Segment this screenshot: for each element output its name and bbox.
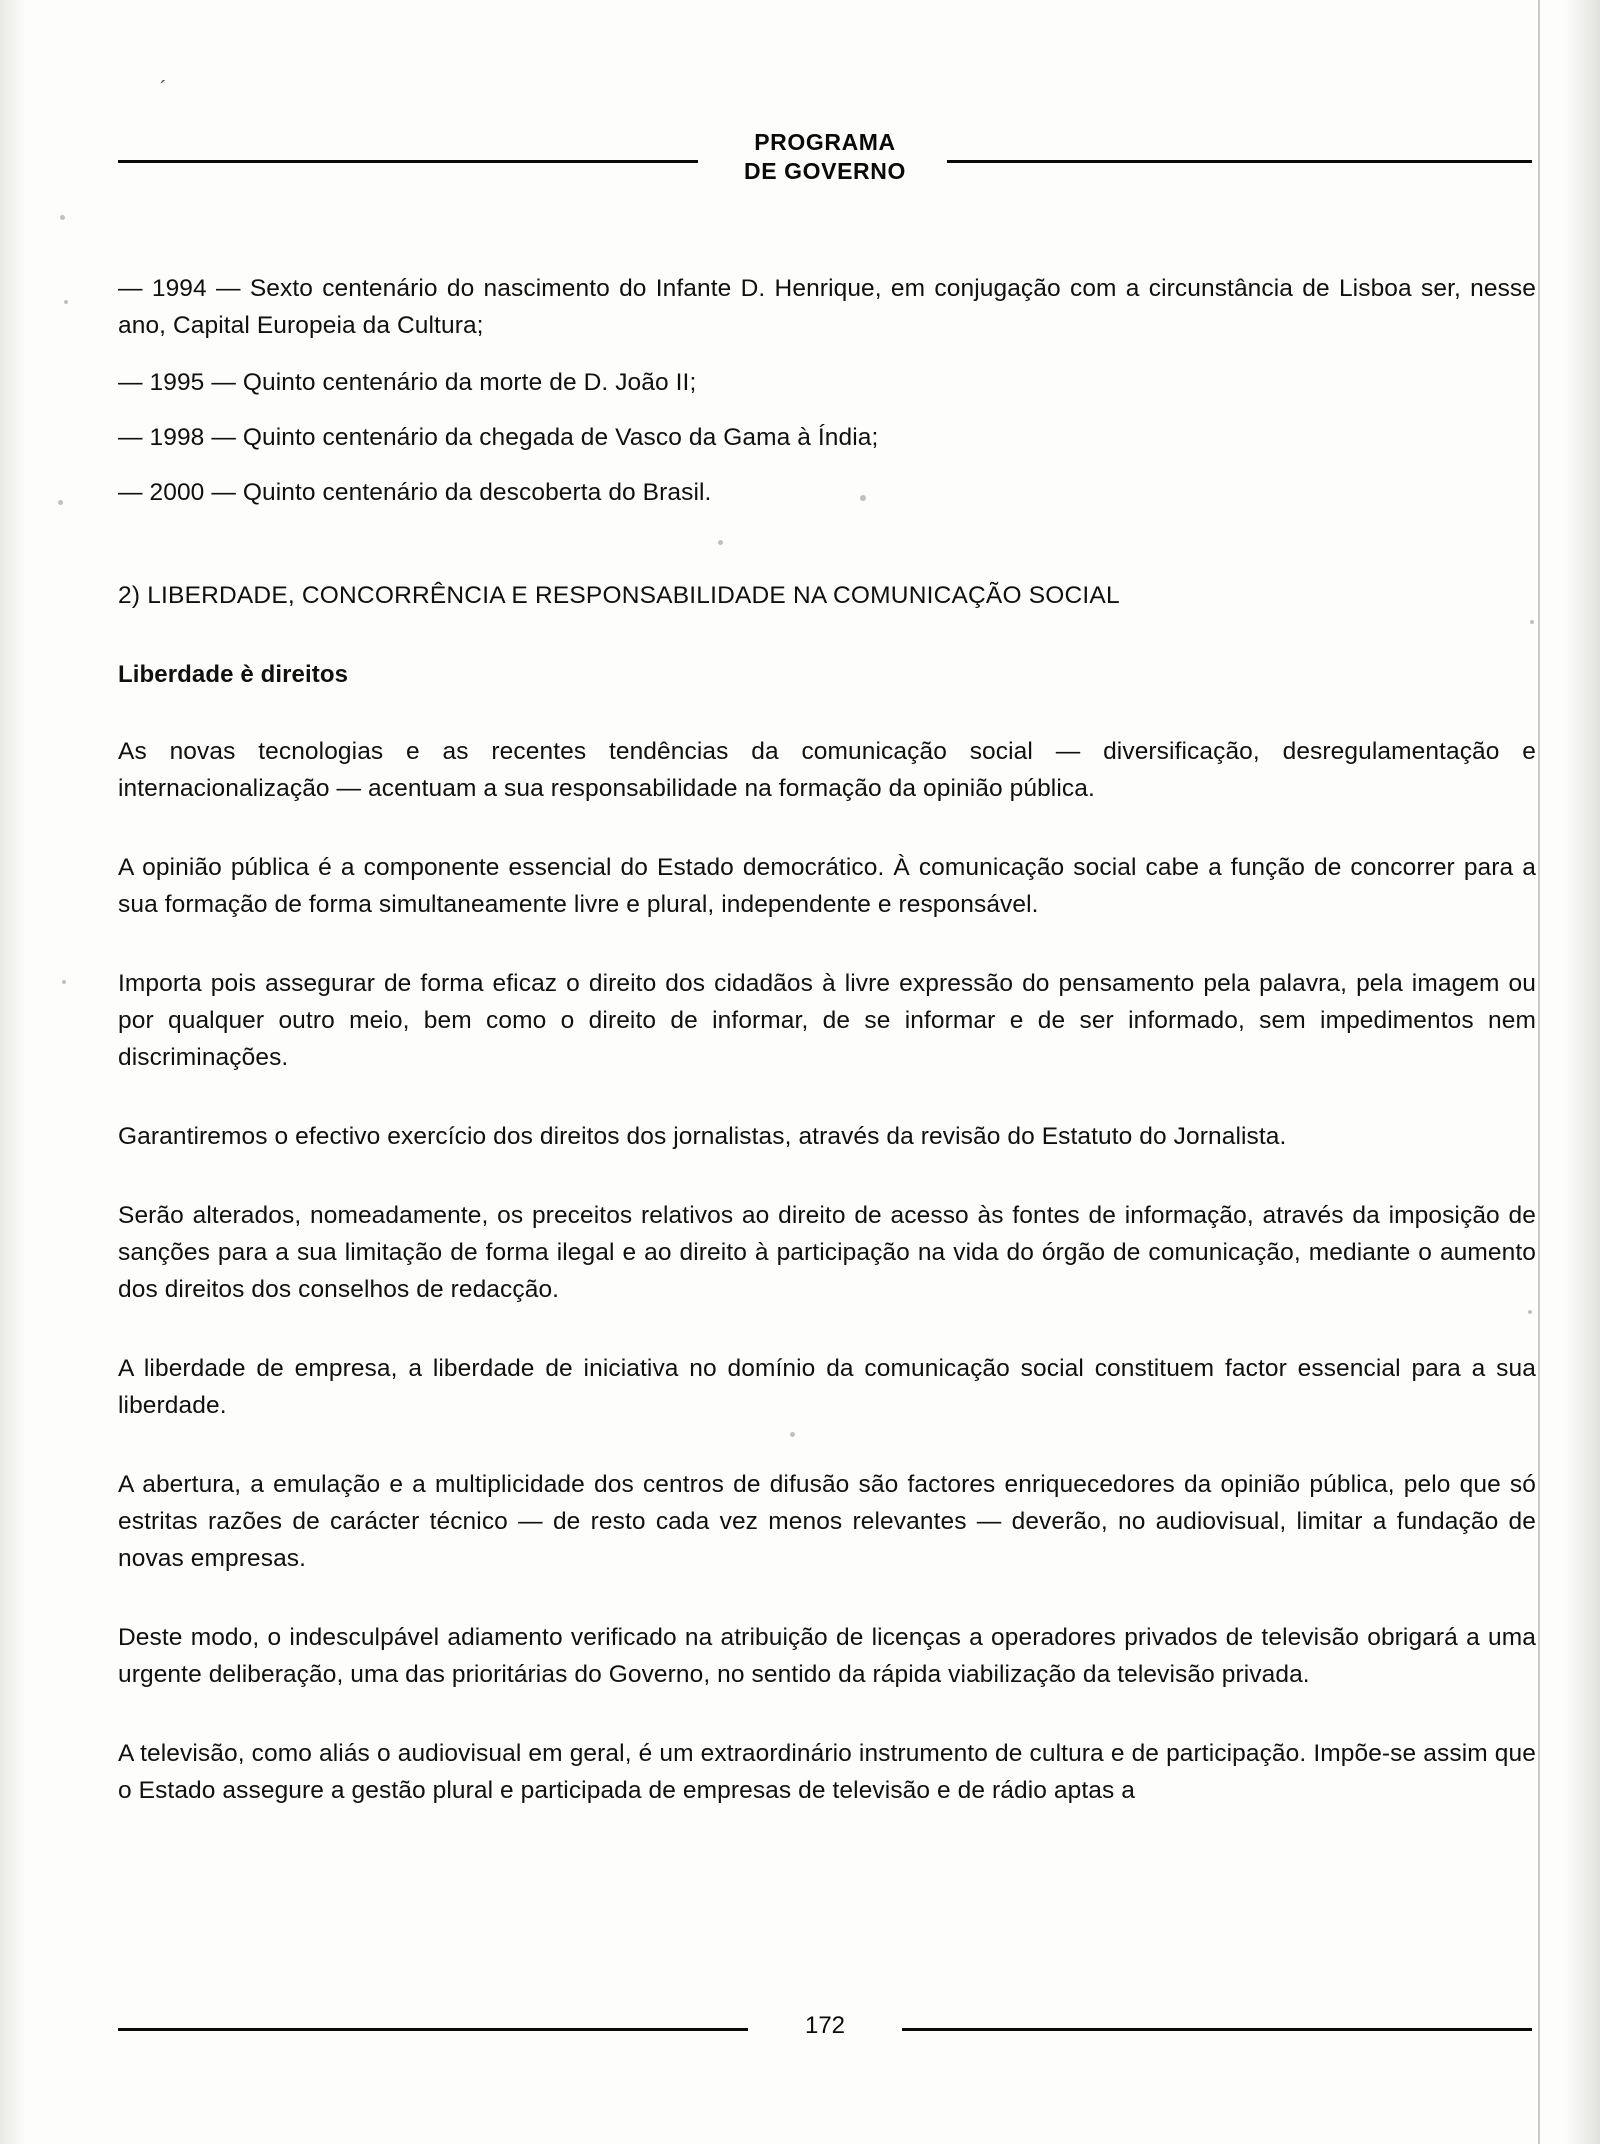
section-heading: 2) LIBERDADE, CONCORRÊNCIA E RESPONSABILIDADE NA COMUNICAÇÃO SOCIAL — [118, 582, 1120, 609]
scan-margin-rule — [1538, 0, 1540, 2144]
list-item: — 2000 — Quinto centenário da descoberta do Brasil. — [118, 479, 712, 506]
page-top-mark: ´ — [160, 78, 167, 100]
body-paragraph: A televisão, como aliás o audiovisual em geral, é um extraordinário instrumento de cultura e de participação. Impõe-se assim que o Estado assegure a gestão plural e participada de empresas de televisão e de rádio aptas a — [118, 1740, 1536, 1804]
body-paragraph: A abertura, a emulação e a multiplicidade dos centros de difusão são factores enriquecedores da opinião pública, pelo que só estritas razões de carácter técnico — de resto cada vez menos relevantes — deverão, no audiovisual, limitar a fundação de novas empresas. — [118, 1471, 1536, 1572]
body-paragraph: A opinião pública é a componente essencial do Estado democrático. À comunicação social cabe a função de concorrer para a sua formação de forma simultaneamente livre e plural, independente e responsável. — [118, 854, 1536, 918]
scan-speck — [58, 500, 63, 505]
body-paragraph: Deste modo, o indesculpável adiamento verificado na atribuição de licenças a operadores privados de televisão obrigará a uma urgente deliberação, uma das prioritárias do Governo, no sentido da rápida viabilização da televisão privada. — [118, 1624, 1536, 1688]
scan-edge-right — [1566, 0, 1600, 2144]
list-item: — 1998 — Quinto centenário da chegada de Vasco da Gama à Índia; — [118, 424, 879, 451]
scan-speck — [64, 300, 68, 304]
body-paragraph: Importa pois assegurar de forma eficaz o direito dos cidadãos à livre expressão do pensamento pela palavra, pela imagem ou por qualquer outro meio, bem como o direito de informar, de se informar e de ser informado, sem impedimentos nem discriminações. — [118, 970, 1536, 1071]
list-item: — 1995 — Quinto centenário da morte de D. João II; — [118, 369, 697, 396]
header-title-line1: PROGRAMA — [754, 129, 896, 155]
body-paragraph: A liberdade de empresa, a liberdade de iniciativa no domínio da comunicação social constituem factor essencial para a sua liberdade. — [118, 1355, 1536, 1419]
page-content — [118, 270, 1536, 1809]
body-paragraph: Garantiremos o efectivo exercício dos direitos dos jornalistas, através da revisão do Estatuto do Jornalista. — [118, 1123, 1287, 1150]
body-paragraph: As novas tecnologias e as recentes tendências da comunicação social — diversificação, desregulamentação e internacionalização — acentuam a sua responsabilidade na formação da opinião pública. — [118, 738, 1536, 802]
header-title-line2: DE GOVERNO — [744, 158, 906, 184]
page-number: 172 — [804, 2012, 846, 2039]
scan-speck — [62, 980, 66, 984]
header-title — [118, 128, 1532, 186]
list-item: — 1994 — Sexto centenário do nascimento do Infante D. Henrique, em conjugação com a circunstância de Lisboa ser, nesse ano, Capital Europeia da Cultura; — [118, 275, 1536, 339]
body-paragraph: Serão alterados, nomeadamente, os preceitos relativos ao direito de acesso às fontes de informação, através da imposição de sanções para a sua limitação de forma ilegal e ao direito à participação na vida do órgão de comunicação, mediante o aumento dos direitos dos conselhos de redacção. — [118, 1202, 1536, 1303]
scan-edge-left — [0, 0, 26, 2144]
page-footer — [118, 2014, 1532, 2044]
subsection-heading: Liberdade è direitos — [118, 661, 349, 688]
scan-speck — [60, 215, 65, 220]
page-header — [118, 128, 1532, 208]
